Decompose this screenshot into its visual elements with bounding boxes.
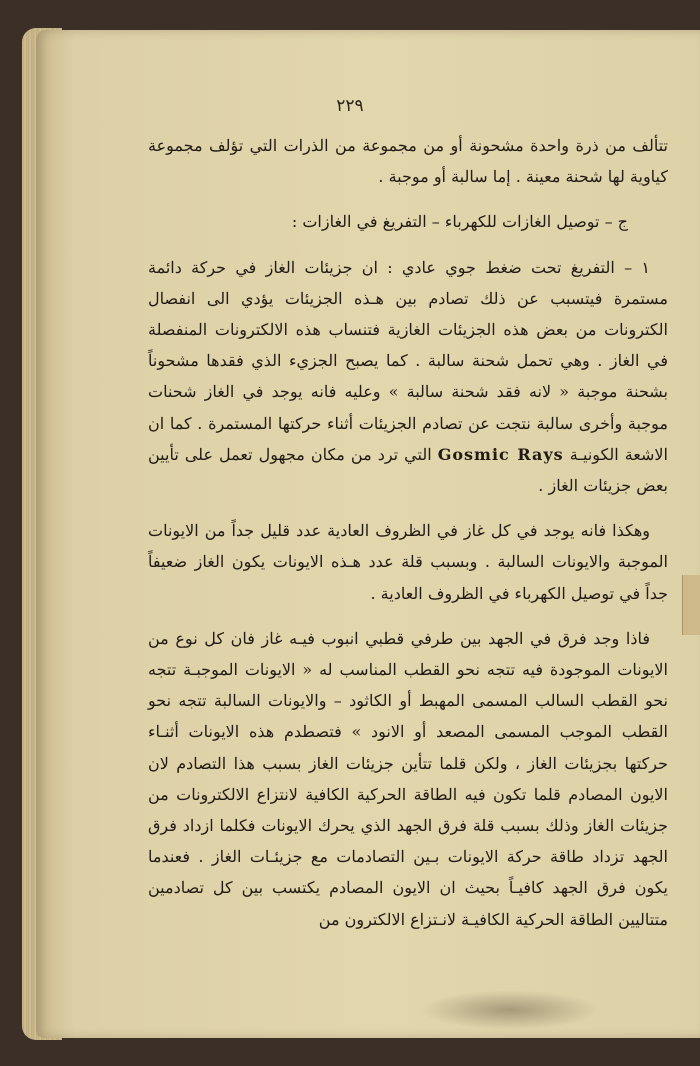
paragraph-2 — [148, 252, 668, 502]
paragraph-3: وهكذا فانه يوجد في كل غاز في الظروف العادية عدد قليل جداً من الايونات الموجبة والايونات السالبة . وبسبب قلة عدد هـذه الايونات يكون الغاز ضعيفاً جداً في توصيل الكهرباء في الظروف العادية . — [148, 521, 668, 603]
paragraph-1: تتألف من ذرة واحدة مشحونة أو من مجموعة من الذرات التي تؤلف مجموعة كياوية لها شحنة معينة . إما سالبة أو موجبة . — [148, 136, 668, 187]
latin-term: Gosmic Rays — [437, 444, 564, 464]
page-tab-marker — [682, 575, 700, 635]
paragraph-4: فاذا وجد فرق في الجهد بين طرفي قطبي انبوب فيـه غاز فان كل نوع من الايونات الموجودة فيه تتجه نحو القطب المناسب له « الايونات الموجبـة تتجه نحو القطب السالب المسمى المهبط أو الكاثود – والايونات السالبة تتجه نحو القطب الموجب المسمى المصعد أو الانود » فتصطدم هذه الايونات أثنـاء حركتها بجزيئات الغاز ، ولكن قلما تتأين جزيئات الغاز بسبب هذا التصادم لان الايون المصادم قلما تكون فيه الطاقة الحركية الكافية لانتزاع الالكترونات من جزيئات الغاز وذلك بسبب قلة فرق الجهد الذي يحرك الايونات فكلما ازداد فرق الجهد تزداد طاقة حركة الايونات بـين التصادمات مع جزيئـات الغاز . فعندما يكون فرق الجهد كافيـاً بحيث ان الايون المصادم يكتسب بين كل تصادمين متتاليين الطاقة الحركية الكافيـة لانـتزاع الالكترون من — [148, 628, 668, 929]
page-number: ٢٢٩ — [336, 96, 364, 116]
page-text — [148, 130, 668, 949]
paragraph-2-text-a: ١ – التفريغ تحت ضغط جوي عادي : ان جزيئات الغاز في حركة دائمة مستمرة فيتسبب عن ذلك تصادم بين هـذه الجزيئات يؤدي الى انفصال الكترونات من بعض هذه الجزيئات الغازية فتنساب هذه الالكترونات المنفصلة في الغاز . وهي تحمل شحنة سالبة . كما يصبح الجزيء الذي فقدها مشحوناً بشحنة موجبة « لانه فقد شحنة سالبة » وعليه فانه يوجد في الغاز شحنات موجبة وأخرى سالبة نتجت عن تصادم الجزيئات أثناء حركتها المستمرة . كما ان الاشعة الكونيـة — [148, 257, 669, 464]
page-stain — [420, 990, 600, 1030]
paragraph-2-text-b: التي ترد من مكان مجهول تعمل على تأيين بعض جزيئات الغاز . — [148, 444, 668, 496]
section-heading: ج – توصيل الغازات للكهرباء – التفريغ في الغازات : — [291, 212, 628, 232]
